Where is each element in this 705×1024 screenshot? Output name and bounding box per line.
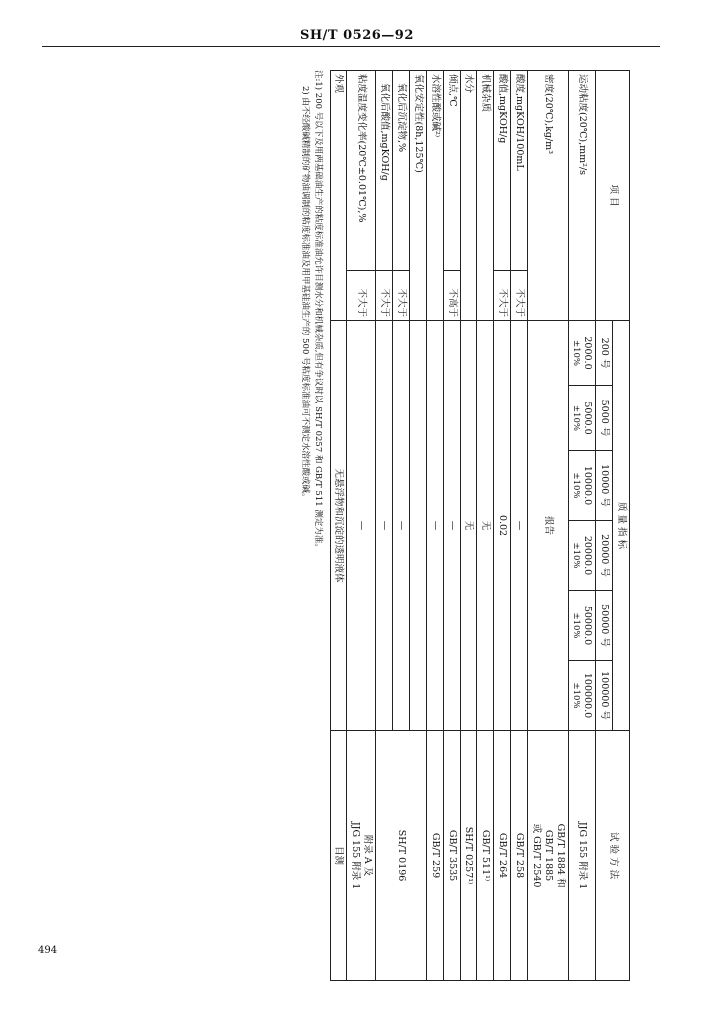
row-oxidation — [410, 71, 427, 981]
method-cell: 附录 A 及 JJG 155 附录 1 — [347, 731, 376, 981]
item-label: 倾点,℃ — [443, 71, 460, 271]
row-impurities — [477, 71, 494, 981]
value-cell: 报告 — [528, 321, 569, 731]
grade-header: 10000 号 — [596, 451, 613, 521]
col-item-header: 项 目 — [596, 71, 630, 321]
limit-cell: 不大于 — [494, 271, 511, 321]
table-notes — [299, 70, 324, 990]
value-cell: 无悬浮物和沉淀的透明液体 — [330, 321, 347, 731]
row-viscosity — [568, 71, 596, 981]
viscosity-cell: 10000.0 ±10% — [568, 451, 596, 521]
col-method-header: 试 验 方 法 — [596, 731, 630, 981]
item-label: 水溶性酸或碱²⁾ — [426, 71, 443, 321]
row-water-soluble — [426, 71, 443, 981]
item-label: 酸值,mgKOH/g — [494, 71, 511, 271]
grade-header: 50000 号 — [596, 591, 613, 661]
value-cell: — — [443, 321, 460, 731]
limit-cell: 不大于 — [511, 271, 528, 321]
row-acidity — [511, 71, 528, 981]
page-number: 494 — [38, 945, 58, 956]
value-cell — [410, 321, 427, 731]
row-appearance — [330, 71, 347, 981]
value-cell: — — [347, 321, 376, 731]
value-cell: — — [393, 321, 410, 731]
viscosity-cell: 5000.0 ±10% — [568, 386, 596, 451]
limit-cell: 不大于 — [393, 271, 410, 321]
item-label: 外观 — [330, 71, 347, 321]
item-label: 机械杂质 — [477, 71, 494, 321]
limit-cell: 不大于 — [347, 271, 376, 321]
method-cell: GB/T 259 — [426, 731, 443, 981]
quality-spec-table — [330, 70, 630, 981]
viscosity-cell: 100000.0 ±10% — [568, 661, 596, 731]
value-cell: 0.02 — [494, 321, 511, 731]
col-quality-header: 质 量 指 标 — [613, 321, 630, 731]
grade-header: 5000 号 — [596, 386, 613, 451]
row-pour-point — [443, 71, 460, 981]
note-1: 注:1) 200 号以下及用两基础油生产的粘度标准油允许目测水分和机械杂质,但有争议时以 SH/T 0257 和 GB/T 511 测定为准。 — [312, 70, 323, 552]
row-density — [528, 71, 569, 981]
rotated-spec-table — [130, 70, 630, 990]
header-rule — [42, 46, 660, 47]
viscosity-cell: 2000.0 ±10% — [568, 321, 596, 386]
row-water — [460, 71, 477, 981]
limit-cell: 不大于 — [376, 271, 393, 321]
item-label: 水分 — [460, 71, 477, 321]
header-row — [613, 71, 630, 981]
item-label: 密度(20℃),kg/m³ — [528, 71, 569, 321]
item-label: 运动粘度(20℃),mm²/s — [568, 71, 596, 321]
value-cell: 无 — [477, 321, 494, 731]
page-header: SH/T 0526—92 — [300, 28, 414, 43]
row-acid-value — [494, 71, 511, 981]
item-label: 氧化后沉淀物,% — [393, 71, 410, 271]
viscosity-cell: 50000.0 ±10% — [568, 591, 596, 661]
method-cell: GB/T 3535 — [443, 731, 460, 981]
grade-header: 100000 号 — [596, 661, 613, 731]
method-cell: GB/T 258 — [511, 731, 528, 981]
item-label: 氧化后酸值,mgKOH/g — [376, 71, 393, 271]
method-cell: GB/T 511¹⁾ — [477, 731, 494, 981]
item-label: 粘度温度变化率(20℃±0.01℃),% — [347, 71, 376, 271]
note-2: 2) 由不经酸碱精制的矿物油调制的粘度标准油及用甲基硅油生产的 500 号粘度标准油可不测定水溶性酸或碱。 — [300, 86, 311, 502]
method-cell: 目测 — [330, 731, 347, 981]
method-cell: SH/T 0257¹⁾ — [460, 731, 477, 981]
limit-cell: 不高于 — [443, 271, 460, 321]
method-cell: GB/T 1884 和 GB/T 1885 或 GB/T 2540 — [528, 731, 569, 981]
value-cell: — — [426, 321, 443, 731]
item-label: 酸度,mgKOH/100mL — [511, 71, 528, 271]
method-cell: GB/T 264 — [494, 731, 511, 981]
row-viscosity-change — [347, 71, 376, 981]
value-cell: — — [511, 321, 528, 731]
method-cell: SH/T 0196 — [376, 731, 427, 981]
grade-header: 20000 号 — [596, 521, 613, 591]
value-cell: 无 — [460, 321, 477, 731]
method-cell: JJG 155 附录 1 — [568, 731, 596, 981]
item-label: 氧化安定性(8h,125℃) — [410, 71, 427, 321]
value-cell: — — [376, 321, 393, 731]
viscosity-cell: 20000.0 ±10% — [568, 521, 596, 591]
grade-header: 200 号 — [596, 321, 613, 386]
